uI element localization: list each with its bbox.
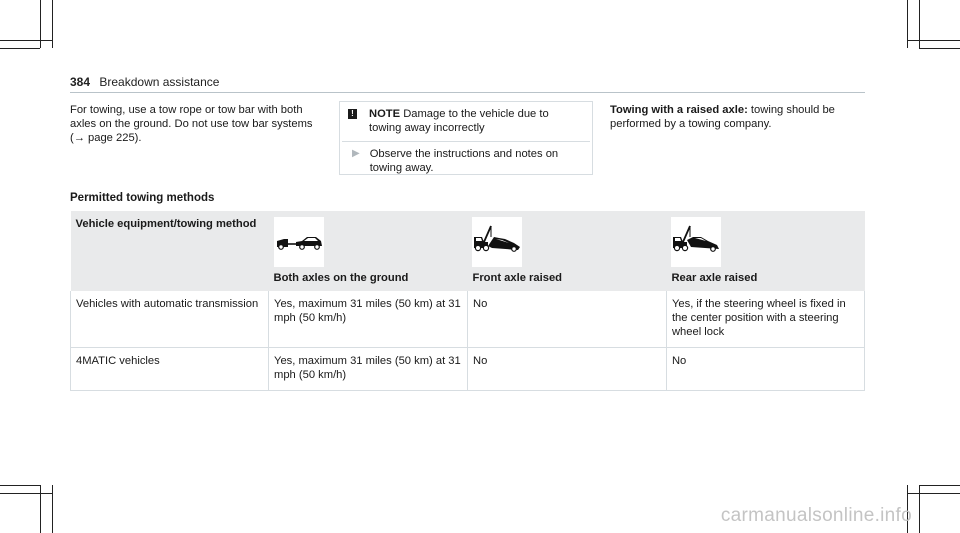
raised-axle-label: Towing with a raised axle: bbox=[610, 104, 748, 116]
note-text: Damage to the vehicle due to towing away incorrectly bbox=[369, 108, 549, 134]
crop-mark bbox=[919, 485, 960, 486]
table-header-cell bbox=[71, 211, 269, 291]
note-box bbox=[339, 101, 593, 175]
crop-mark bbox=[0, 48, 40, 49]
table-header-cell bbox=[666, 211, 864, 291]
table-cell: 4MATIC vehicles bbox=[71, 348, 269, 391]
tow-truck-front-raised-icon bbox=[472, 217, 522, 267]
table-cell: No bbox=[666, 348, 864, 391]
table-header-row bbox=[71, 211, 865, 291]
table-cell: Yes, if the steering wheel is fixed in the center position with a steering wheel lock bbox=[666, 291, 864, 348]
crop-mark bbox=[0, 485, 40, 486]
intro-text: For towing, use a tow rope or tow bar with both axles on the ground. Do not use tow bar systems bbox=[70, 104, 313, 130]
table-cell: Vehicles with automatic transmission bbox=[71, 291, 269, 348]
header-divider bbox=[70, 92, 865, 93]
towing-methods-table bbox=[70, 211, 865, 391]
crop-mark bbox=[52, 485, 53, 533]
car-towed-icon bbox=[274, 217, 324, 267]
crop-mark bbox=[0, 40, 52, 41]
crop-mark bbox=[919, 48, 960, 49]
header-label: Both axles on the ground bbox=[273, 272, 409, 284]
page-header bbox=[70, 75, 219, 89]
table-row bbox=[71, 291, 865, 348]
note-label: NOTE bbox=[369, 108, 401, 120]
table-cell: No bbox=[467, 291, 666, 348]
header-label: Vehicle equipment/towing method bbox=[75, 218, 257, 230]
crop-mark bbox=[0, 493, 52, 494]
warning-icon: ! bbox=[348, 109, 357, 119]
crop-mark bbox=[52, 0, 53, 48]
tow-truck-rear-raised-icon bbox=[671, 217, 721, 267]
table-header-cell bbox=[269, 211, 468, 291]
table-header-cell bbox=[467, 211, 666, 291]
table-row bbox=[71, 348, 865, 391]
section-title: Breakdown assistance bbox=[99, 75, 220, 89]
raised-axle-paragraph bbox=[610, 103, 865, 131]
header-label: Front axle raised bbox=[472, 272, 563, 284]
arrow-right-icon: ▶ bbox=[352, 148, 360, 159]
table-cell: Yes, maximum 31 miles (50 km) at 31 mph (50 km/h) bbox=[269, 348, 468, 391]
watermark: carmanualsonline.info bbox=[720, 505, 912, 526]
page-reference-link[interactable]: (→ page 225). bbox=[70, 132, 142, 144]
header-label: Rear axle raised bbox=[671, 272, 758, 284]
table-cell: No bbox=[467, 348, 666, 391]
page-number: 384 bbox=[70, 75, 91, 89]
table-title: Permitted towing methods bbox=[70, 192, 215, 204]
table-cell: Yes, maximum 31 miles (50 km) at 31 mph (50 km/h) bbox=[269, 291, 468, 348]
crop-mark bbox=[907, 493, 960, 494]
raised-axle-text: towing should be performed by a towing company. bbox=[610, 104, 835, 130]
intro-paragraph bbox=[70, 103, 322, 145]
note-instruction: Observe the instructions and notes on towing away. bbox=[369, 148, 559, 174]
crop-mark bbox=[907, 40, 960, 41]
